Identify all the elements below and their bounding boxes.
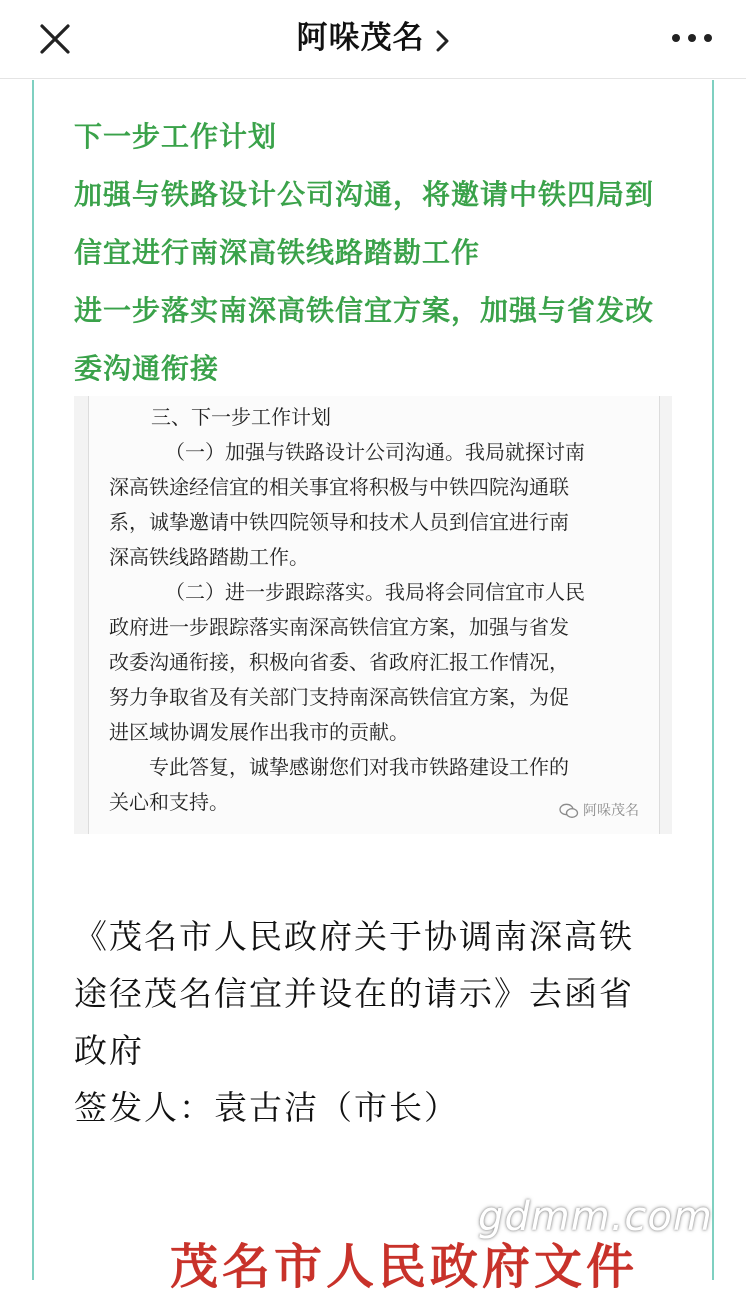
document-line: 努力争取省及有关部门支持南深高铁信宜方案，为促: [109, 685, 569, 709]
summary-line: 信宜进行南深高铁线路踏勘工作: [74, 236, 481, 269]
content-frame-right-border: [712, 80, 714, 1280]
wechat-icon: [559, 803, 579, 819]
request-info: [74, 908, 694, 1136]
document-paper: [88, 396, 660, 834]
request-title-line: 《茂名市人民政府关于协调南深高铁: [74, 917, 634, 956]
document-line: （一）加强与铁路设计公司沟通。我局就探讨南: [165, 440, 585, 464]
top-navigation-bar: [0, 0, 746, 79]
document-line: （二）进一步跟踪落实。我局将会同信宜市人民: [165, 580, 585, 604]
document-line: 改委沟通衔接，积极向省委、省政府汇报工作情况，: [109, 650, 569, 674]
image-watermark: [559, 800, 639, 820]
government-document-header: 茂名市人民政府文件: [170, 1239, 639, 1295]
request-title-line: 途径茂名信宜并设在的请示》去函省: [74, 974, 634, 1013]
document-line: 关心和支持。: [109, 790, 229, 814]
summary-line: 加强与铁路设计公司沟通，将邀请中铁四局到: [74, 178, 655, 211]
signer-line: 签发人：袁古洁（市长）: [74, 1088, 459, 1127]
more-icon: [668, 22, 716, 54]
request-title-line: 政府: [74, 1031, 144, 1070]
site-watermark: gdmm.com: [478, 1194, 713, 1240]
account-title-link[interactable]: [0, 14, 746, 62]
document-heading: 三、下一步工作计划: [151, 405, 331, 429]
content-frame-left-border: [32, 80, 34, 1280]
watermark-text: 阿哚茂名: [583, 803, 639, 819]
document-line: 进区域协调发展作出我市的贡献。: [109, 720, 409, 744]
summary-line: 进一步落实南深高铁信宜方案，加强与省发改: [74, 294, 655, 327]
document-line: 深高铁途经信宜的相关事宜将积极与中铁四院沟通联: [109, 475, 569, 499]
summary-line: 委沟通衔接: [74, 352, 220, 385]
document-text: [109, 400, 649, 820]
document-line: 系，诚挚邀请中铁四院领导和技术人员到信宜进行南: [109, 510, 569, 534]
work-plan-summary: [74, 108, 684, 398]
summary-heading: 下一步工作计划: [74, 120, 278, 153]
more-button[interactable]: [668, 22, 716, 54]
document-line: 深高铁线路踏勘工作。: [109, 545, 309, 569]
chevron-right-icon: [436, 29, 450, 53]
page-title: 阿哚茂名: [296, 20, 425, 56]
document-line: 专此答复，诚挚感谢您们对我市铁路建设工作的: [149, 755, 569, 779]
document-line: 政府进一步跟踪落实南深高铁信宜方案，加强与省发: [109, 615, 569, 639]
document-scan-image[interactable]: [74, 396, 672, 834]
